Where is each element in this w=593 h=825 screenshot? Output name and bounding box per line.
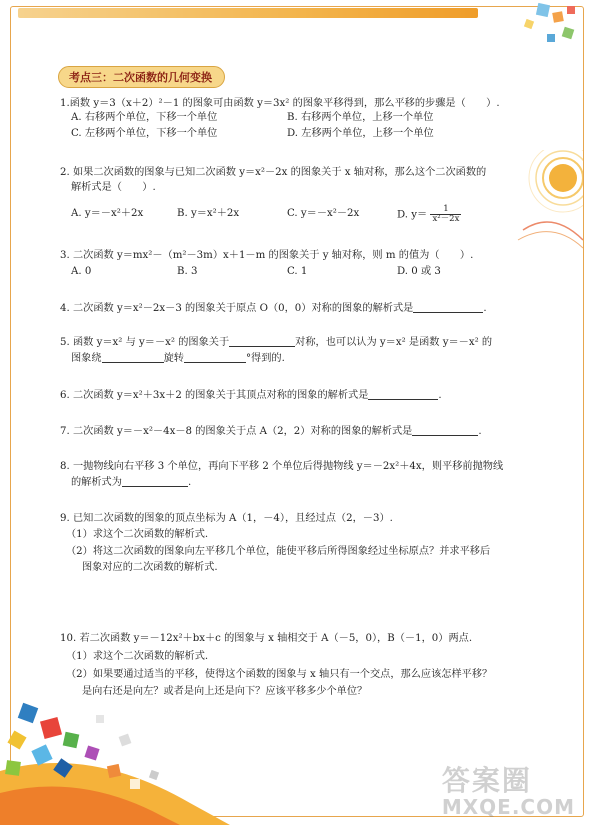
question-5-blank-2[interactable] — [102, 352, 164, 363]
question-9-sub2-line2: 图象对应的二次函数的解析式. — [82, 562, 218, 573]
question-2-option-a: A. y＝－x²＋2x — [71, 208, 144, 219]
question-9-sub2-line1: （2）将这二次函数的图象向左平移几个单位，能使平移后所得图象经过坐标原点？并求平移后 — [66, 546, 491, 557]
question-8-answer-blank[interactable] — [122, 476, 188, 487]
question-1-option-b: B. 右移两个单位，上移一个单位 — [287, 112, 434, 123]
question-5-text-b: 对称，也可以认为 y＝x² 是函数 y＝－x² 的 — [295, 337, 493, 348]
question-5-text-a: 5. 函数 y＝x² 与 y＝－x² 的图象关于 — [60, 337, 230, 348]
corner-decoration-icon — [467, 0, 587, 70]
question-3-option-a: A. 0 — [71, 266, 92, 277]
question-5-text-e: °得到的. — [245, 353, 285, 364]
question-3-stem: 3. 二次函数 y＝mx²－（m²－3m）x＋1－m 的图象关于 y 轴对称，则 m 的值为（ ）. — [60, 250, 474, 261]
question-4-tail: . — [483, 303, 487, 314]
question-7-stem: 7. 二次函数 y＝－x²－4x－8 的图象关于点 A（2，2）对称的图象的解析式是 — [60, 426, 413, 437]
question-10-sub2-line1: （2）如果要通过适当的平移，使得这个函数的图象与 x 轴只有一个交点，那么应该怎样平移？ — [66, 669, 493, 680]
fraction-numerator: 1 — [430, 205, 461, 215]
question-8-line2 — [71, 476, 191, 489]
top-decorative-band — [18, 8, 478, 18]
watermark-logo-text: 答案圈 — [441, 764, 532, 797]
question-3-option-d: D. 0 或 3 — [397, 266, 441, 277]
question-6-answer-blank[interactable] — [368, 389, 438, 400]
watermark — [442, 759, 575, 819]
question-5-text-d: 旋转 — [163, 353, 184, 364]
question-3-options — [71, 265, 551, 281]
question-5-blank-1[interactable] — [229, 336, 295, 347]
question-2-option-c: C. y＝－x²－2x — [287, 208, 360, 219]
question-1-option-d: D. 左移两个单位，上移一个单位 — [287, 128, 434, 139]
question-1-option-a: A. 右移两个单位，下移一个单位 — [71, 112, 218, 123]
question-6-tail: . — [438, 390, 442, 401]
question-2-option-d — [397, 205, 461, 224]
question-2-option-d-fraction — [430, 205, 461, 224]
question-7 — [60, 425, 482, 438]
question-2-options — [71, 205, 551, 231]
question-9-sub1: （1）求这个二次函数的解析式. — [66, 529, 209, 540]
sun-circles-icon — [513, 150, 583, 250]
question-9-stem: 9. 已知二次函数的图象的顶点坐标为 A（1，－4），且经过点（2，－3）. — [60, 513, 393, 524]
question-2-option-b: B. y＝x²＋2x — [177, 208, 240, 219]
question-8-text: 的解析式为 — [71, 477, 122, 488]
question-1-options — [71, 111, 551, 141]
question-2-stem-line2: 解析式是（ ）. — [71, 182, 156, 193]
question-1-option-c: C. 左移两个单位，下移一个单位 — [71, 128, 218, 139]
question-8-tail: . — [187, 477, 192, 488]
question-10-sub2-line2: 是向右还是向左？或者是向上还是向下？应该平移多少个单位？ — [82, 686, 368, 697]
question-7-answer-blank[interactable] — [412, 425, 478, 436]
watermark-url-text: MXQE.COM — [441, 795, 575, 819]
question-5-blank-3[interactable] — [184, 352, 246, 363]
question-10-sub1: （1）求这个二次函数的解析式. — [66, 651, 209, 662]
question-2-option-d-label: D. y＝ — [397, 209, 428, 221]
question-6-stem: 6. 二次函数 y＝x²＋3x＋2 的图象关于其顶点对称的图象的解析式是 — [60, 390, 369, 401]
question-5-line1 — [60, 336, 492, 349]
question-7-tail: . — [478, 426, 482, 437]
question-5-text-c: 图象绕 — [71, 353, 102, 364]
question-3-option-c: C. 1 — [287, 266, 308, 277]
question-2-stem-line1: 2. 如果二次函数的图象与已知二次函数 y＝x²－2x 的图象关于 x 轴对称，那么这个二次函数的 — [60, 167, 487, 178]
question-10-stem: 10. 若二次函数 y＝－12x²＋bx＋c 的图象与 x 轴相交于 A（－5，0），B（－1，0）两点. — [60, 633, 473, 644]
question-4-stem: 4. 二次函数 y＝x²－2x－3 的图象关于原点 O（0，0）对称的图象的解析式是 — [60, 303, 414, 314]
question-1-stem: 1.函数 y＝3（x＋2）²－1 的图象可由函数 y＝3x² 的图象平移得到，那么平移的步骤是（ ）. — [60, 98, 500, 109]
question-4 — [60, 302, 487, 315]
question-6 — [60, 389, 442, 402]
question-5-line2 — [71, 352, 285, 365]
question-8-line1: 8. 一抛物线向右平移 3 个单位，再向下平移 2 个单位后得抛物线 y＝－2x²＋4x，则平移前抛物线 — [60, 461, 504, 472]
question-3-option-b: B. 3 — [177, 266, 198, 277]
fraction-denominator: x²－2x — [432, 214, 460, 224]
section-title: 考点三：二次函数的几何变换 — [58, 66, 225, 88]
question-4-answer-blank[interactable] — [413, 302, 483, 313]
